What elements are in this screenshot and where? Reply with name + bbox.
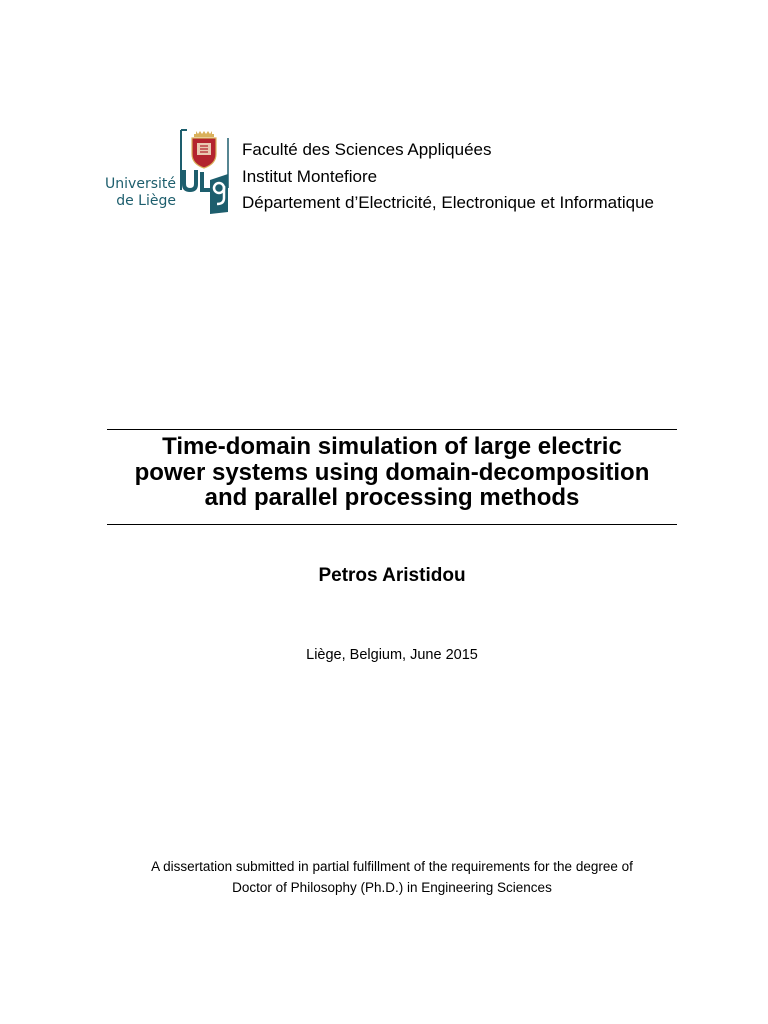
university-name-line2: de Liège — [116, 193, 176, 209]
ulg-logo-mark — [180, 128, 230, 214]
university-name — [105, 176, 176, 210]
title-rule-top — [107, 429, 677, 430]
thesis-title-line2: power systems using domain-decomposition — [134, 458, 650, 486]
thesis-title-line3: and parallel processing methods — [204, 484, 580, 511]
university-crest-icon — [192, 131, 216, 168]
place-date: Liège, Belgium, June 2015 — [306, 647, 478, 663]
degree-statement — [0, 856, 768, 898]
affiliation-block — [242, 137, 654, 217]
university-name-line1: Université — [105, 176, 176, 192]
thesis-title-line1: Time-domain simulation of large electric — [162, 433, 622, 460]
degree-statement-line1: A dissertation submitted in partial fulfillment of the requirements for the degree of — [151, 859, 633, 874]
institute-name: Institut Montefiore — [242, 166, 378, 186]
author-name: Petros Aristidou — [318, 565, 466, 586]
university-logo — [100, 124, 232, 216]
department-name: Département d’Electricité, Electronique et Informatique — [242, 193, 654, 212]
degree-statement-line2: Doctor of Philosophy (Ph.D.) in Engineering Sciences — [232, 880, 552, 895]
title-rule-bottom — [107, 524, 677, 525]
faculty-name: Faculté des Sciences Appliquées — [242, 140, 492, 159]
thesis-title — [80, 434, 704, 511]
